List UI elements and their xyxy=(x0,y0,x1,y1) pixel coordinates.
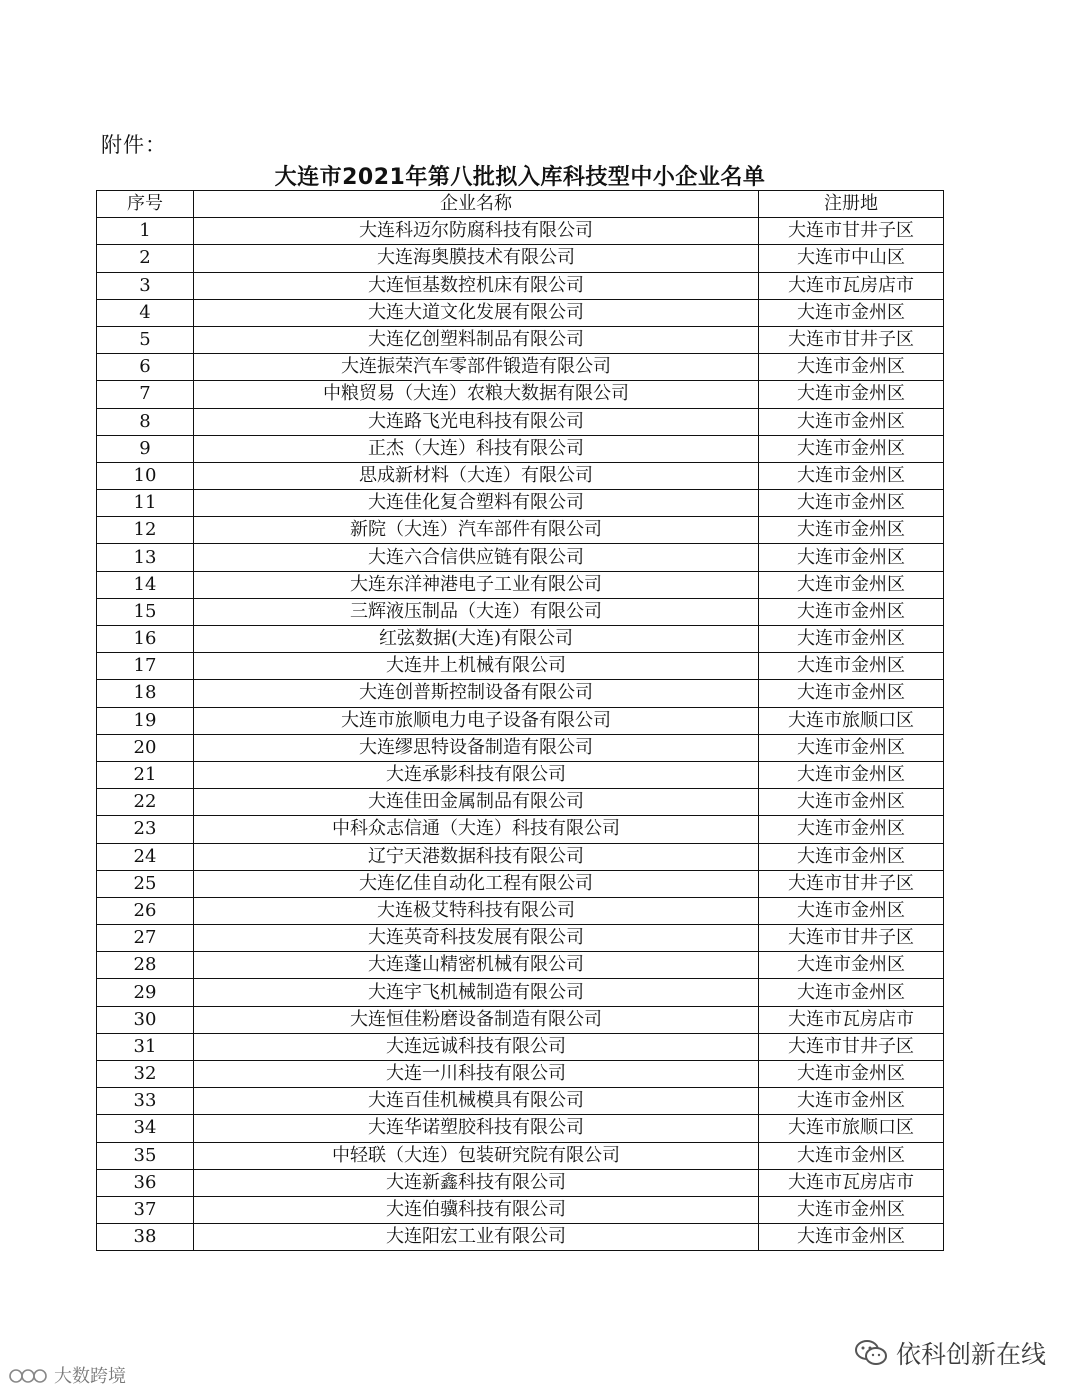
company-name-cell: 大连新鑫科技有限公司 xyxy=(194,1169,759,1196)
row-number-cell: 2 xyxy=(97,245,194,272)
row-number-cell: 27 xyxy=(97,925,194,952)
table-row xyxy=(97,843,944,870)
table-row xyxy=(97,870,944,897)
wechat-icon xyxy=(854,1338,888,1368)
table-row xyxy=(97,598,944,625)
company-name-cell: 大连一川科技有限公司 xyxy=(194,1061,759,1088)
table-row xyxy=(97,761,944,788)
company-name-cell: 大连海奥膜技术有限公司 xyxy=(194,245,759,272)
registered-location-cell: 大连市金州区 xyxy=(759,789,944,816)
registered-location-cell: 大连市旅顺口区 xyxy=(759,1115,944,1142)
table-row xyxy=(97,789,944,816)
registered-location-cell: 大连市金州区 xyxy=(759,381,944,408)
registered-location-cell: 大连市金州区 xyxy=(759,299,944,326)
company-name-cell: 大连大道文化发展有限公司 xyxy=(194,299,759,326)
row-number-cell: 37 xyxy=(97,1196,194,1223)
table-header-row xyxy=(97,191,944,218)
row-number-cell: 22 xyxy=(97,789,194,816)
registered-location-cell: 大连市金州区 xyxy=(759,571,944,598)
company-name-cell: 大连井上机械有限公司 xyxy=(194,653,759,680)
row-number-cell: 13 xyxy=(97,544,194,571)
registered-location-cell: 大连市金州区 xyxy=(759,408,944,435)
row-number-cell: 36 xyxy=(97,1169,194,1196)
registered-location-cell: 大连市金州区 xyxy=(759,462,944,489)
company-name-cell: 大连创普斯控制设备有限公司 xyxy=(194,680,759,707)
table-row xyxy=(97,816,944,843)
row-number-cell: 33 xyxy=(97,1088,194,1115)
row-number-cell: 11 xyxy=(97,490,194,517)
registered-location-cell: 大连市金州区 xyxy=(759,734,944,761)
company-name-cell: 大连伯骥科技有限公司 xyxy=(194,1196,759,1223)
column-header-registered-location: 注册地 xyxy=(759,191,944,218)
company-name-cell: 大连佳田金属制品有限公司 xyxy=(194,789,759,816)
registered-location-cell: 大连市甘井子区 xyxy=(759,1033,944,1060)
registered-location-cell: 大连市金州区 xyxy=(759,761,944,788)
table-row xyxy=(97,245,944,272)
row-number-cell: 1 xyxy=(97,218,194,245)
company-name-cell: 大连蓬山精密机械有限公司 xyxy=(194,952,759,979)
company-name-cell: 大连恒基数控机床有限公司 xyxy=(194,272,759,299)
registered-location-cell: 大连市金州区 xyxy=(759,1142,944,1169)
table-row xyxy=(97,1088,944,1115)
row-number-cell: 14 xyxy=(97,571,194,598)
table-row xyxy=(97,218,944,245)
registered-location-cell: 大连市金州区 xyxy=(759,952,944,979)
company-name-cell: 中轻联（大连）包装研究院有限公司 xyxy=(194,1142,759,1169)
registered-location-cell: 大连市金州区 xyxy=(759,598,944,625)
table-row xyxy=(97,490,944,517)
table-row xyxy=(97,435,944,462)
registered-location-cell: 大连市甘井子区 xyxy=(759,925,944,952)
row-number-cell: 30 xyxy=(97,1006,194,1033)
registered-location-cell: 大连市金州区 xyxy=(759,1061,944,1088)
row-number-cell: 29 xyxy=(97,979,194,1006)
table-row xyxy=(97,925,944,952)
company-name-cell: 大连振荣汽车零部件锻造有限公司 xyxy=(194,354,759,381)
company-list-table xyxy=(96,190,944,1251)
row-number-cell: 28 xyxy=(97,952,194,979)
company-name-cell: 大连科迈尔防腐科技有限公司 xyxy=(194,218,759,245)
row-number-cell: 4 xyxy=(97,299,194,326)
registered-location-cell: 大连市金州区 xyxy=(759,897,944,924)
weibo-icon xyxy=(8,1364,50,1386)
registered-location-cell: 大连市金州区 xyxy=(759,680,944,707)
table-row xyxy=(97,1224,944,1251)
table-row xyxy=(97,653,944,680)
table-row xyxy=(97,952,944,979)
table-row xyxy=(97,1115,944,1142)
table-row xyxy=(97,626,944,653)
table-row xyxy=(97,897,944,924)
row-number-cell: 6 xyxy=(97,354,194,381)
row-number-cell: 19 xyxy=(97,707,194,734)
row-number-cell: 23 xyxy=(97,816,194,843)
table-row xyxy=(97,1061,944,1088)
table-row xyxy=(97,381,944,408)
registered-location-cell: 大连市瓦房店市 xyxy=(759,1169,944,1196)
column-header-number: 序号 xyxy=(97,191,194,218)
wechat-watermark xyxy=(854,1335,1046,1371)
document-title: 大连市2021年第八批拟入库科技型中小企业名单 xyxy=(274,165,766,190)
row-number-cell: 32 xyxy=(97,1061,194,1088)
company-name-cell: 大连华诺塑胶科技有限公司 xyxy=(194,1115,759,1142)
table-row xyxy=(97,1033,944,1060)
company-name-cell: 正杰（大连）科技有限公司 xyxy=(194,435,759,462)
registered-location-cell: 大连市瓦房店市 xyxy=(759,1006,944,1033)
row-number-cell: 20 xyxy=(97,734,194,761)
registered-location-cell: 大连市甘井子区 xyxy=(759,326,944,353)
table-row xyxy=(97,326,944,353)
table-row xyxy=(97,544,944,571)
column-header-company-name: 企业名称 xyxy=(194,191,759,218)
registered-location-cell: 大连市金州区 xyxy=(759,979,944,1006)
registered-location-cell: 大连市甘井子区 xyxy=(759,870,944,897)
row-number-cell: 38 xyxy=(97,1224,194,1251)
registered-location-cell: 大连市金州区 xyxy=(759,1196,944,1223)
table-row xyxy=(97,1142,944,1169)
company-name-cell: 中粮贸易（大连）农粮大数据有限公司 xyxy=(194,381,759,408)
attachment-label: 附件： xyxy=(101,133,167,157)
registered-location-cell: 大连市金州区 xyxy=(759,653,944,680)
table-row xyxy=(97,1169,944,1196)
row-number-cell: 7 xyxy=(97,381,194,408)
table-row xyxy=(97,707,944,734)
company-name-cell: 三辉液压制品（大连）有限公司 xyxy=(194,598,759,625)
row-number-cell: 12 xyxy=(97,517,194,544)
company-name-cell: 大连佳化复合塑料有限公司 xyxy=(194,490,759,517)
registered-location-cell: 大连市甘井子区 xyxy=(759,218,944,245)
table-row xyxy=(97,354,944,381)
row-number-cell: 21 xyxy=(97,761,194,788)
company-name-cell: 中科众志信通（大连）科技有限公司 xyxy=(194,816,759,843)
registered-location-cell: 大连市金州区 xyxy=(759,1224,944,1251)
table-row xyxy=(97,979,944,1006)
row-number-cell: 9 xyxy=(97,435,194,462)
registered-location-cell: 大连市旅顺口区 xyxy=(759,707,944,734)
row-number-cell: 16 xyxy=(97,626,194,653)
row-number-cell: 8 xyxy=(97,408,194,435)
row-number-cell: 34 xyxy=(97,1115,194,1142)
row-number-cell: 17 xyxy=(97,653,194,680)
company-name-cell: 大连六合信供应链有限公司 xyxy=(194,544,759,571)
registered-location-cell: 大连市金州区 xyxy=(759,843,944,870)
company-name-cell: 大连东洋神港电子工业有限公司 xyxy=(194,571,759,598)
company-name-cell: 大连恒佳粉磨设备制造有限公司 xyxy=(194,1006,759,1033)
registered-location-cell: 大连市瓦房店市 xyxy=(759,272,944,299)
table-row xyxy=(97,734,944,761)
table-row xyxy=(97,517,944,544)
company-name-cell: 大连极艾特科技有限公司 xyxy=(194,897,759,924)
row-number-cell: 15 xyxy=(97,598,194,625)
table-body xyxy=(97,218,944,1251)
table-row xyxy=(97,299,944,326)
row-number-cell: 10 xyxy=(97,462,194,489)
row-number-cell: 31 xyxy=(97,1033,194,1060)
weibo-watermark-text: 大数跨境 xyxy=(54,1366,126,1387)
company-name-cell: 红弦数据(大连)有限公司 xyxy=(194,626,759,653)
registered-location-cell: 大连市金州区 xyxy=(759,490,944,517)
row-number-cell: 24 xyxy=(97,843,194,870)
company-name-cell: 大连缪思特设备制造有限公司 xyxy=(194,734,759,761)
company-name-cell: 大连英奇科技发展有限公司 xyxy=(194,925,759,952)
table-row xyxy=(97,462,944,489)
table-row xyxy=(97,680,944,707)
row-number-cell: 18 xyxy=(97,680,194,707)
company-name-cell: 大连宇飞机械制造有限公司 xyxy=(194,979,759,1006)
registered-location-cell: 大连市金州区 xyxy=(759,354,944,381)
row-number-cell: 25 xyxy=(97,870,194,897)
company-name-cell: 大连承影科技有限公司 xyxy=(194,761,759,788)
company-name-cell: 大连亿佳自动化工程有限公司 xyxy=(194,870,759,897)
row-number-cell: 26 xyxy=(97,897,194,924)
row-number-cell: 5 xyxy=(97,326,194,353)
table-row xyxy=(97,272,944,299)
registered-location-cell: 大连市金州区 xyxy=(759,544,944,571)
company-name-cell: 大连路飞光电科技有限公司 xyxy=(194,408,759,435)
weibo-watermark xyxy=(8,1362,126,1388)
table-row xyxy=(97,1006,944,1033)
registered-location-cell: 大连市金州区 xyxy=(759,517,944,544)
registered-location-cell: 大连市金州区 xyxy=(759,816,944,843)
company-name-cell: 大连亿创塑料制品有限公司 xyxy=(194,326,759,353)
company-name-cell: 大连远诚科技有限公司 xyxy=(194,1033,759,1060)
company-name-cell: 大连市旅顺电力电子设备有限公司 xyxy=(194,707,759,734)
company-name-cell: 大连阳宏工业有限公司 xyxy=(194,1224,759,1251)
company-name-cell: 大连百佳机械模具有限公司 xyxy=(194,1088,759,1115)
table-row xyxy=(97,408,944,435)
row-number-cell: 35 xyxy=(97,1142,194,1169)
company-name-cell: 思成新材料（大连）有限公司 xyxy=(194,462,759,489)
company-name-cell: 新院（大连）汽车部件有限公司 xyxy=(194,517,759,544)
wechat-watermark-text: 依科创新在线 xyxy=(895,1340,1046,1369)
registered-location-cell: 大连市金州区 xyxy=(759,1088,944,1115)
registered-location-cell: 大连市金州区 xyxy=(759,435,944,462)
registered-location-cell: 大连市中山区 xyxy=(759,245,944,272)
table-row xyxy=(97,571,944,598)
company-name-cell: 辽宁天港数据科技有限公司 xyxy=(194,843,759,870)
registered-location-cell: 大连市金州区 xyxy=(759,626,944,653)
table-row xyxy=(97,1196,944,1223)
row-number-cell: 3 xyxy=(97,272,194,299)
